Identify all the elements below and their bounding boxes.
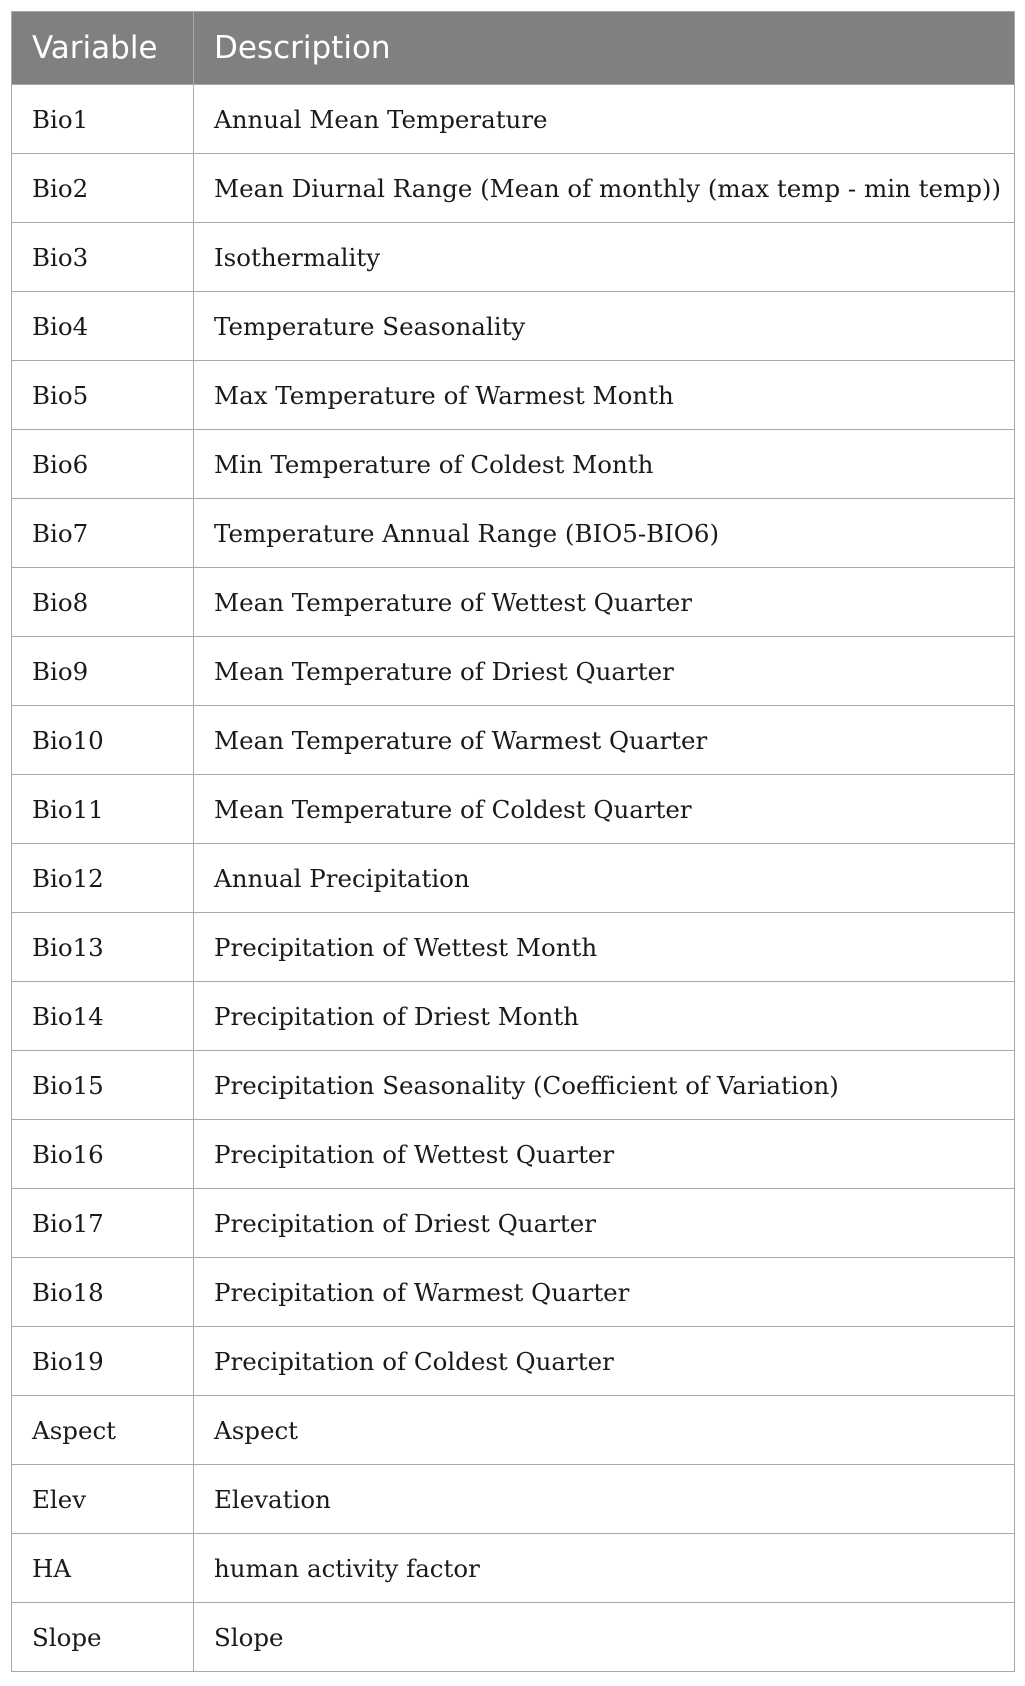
- cell-description: Min Temperature of Coldest Month: [194, 430, 1015, 499]
- cell-variable: Bio15: [12, 1051, 194, 1120]
- cell-description: Precipitation of Driest Quarter: [194, 1189, 1015, 1258]
- cell-description: Mean Temperature of Wettest Quarter: [194, 568, 1015, 637]
- cell-description: Precipitation of Warmest Quarter: [194, 1258, 1015, 1327]
- cell-description: Annual Precipitation: [194, 844, 1015, 913]
- cell-variable: Bio1: [12, 85, 194, 154]
- header-variable: Variable: [12, 12, 194, 85]
- cell-description: Temperature Seasonality: [194, 292, 1015, 361]
- table-row: [12, 844, 1015, 913]
- cell-description: Precipitation of Wettest Month: [194, 913, 1015, 982]
- cell-description: Precipitation of Wettest Quarter: [194, 1120, 1015, 1189]
- cell-description: Max Temperature of Warmest Month: [194, 361, 1015, 430]
- cell-variable: Bio16: [12, 1120, 194, 1189]
- cell-variable: Bio8: [12, 568, 194, 637]
- table-header: [12, 12, 1015, 85]
- cell-description: Precipitation of Driest Month: [194, 982, 1015, 1051]
- table-row: [12, 1258, 1015, 1327]
- cell-variable: Aspect: [12, 1396, 194, 1465]
- table-row: [12, 1534, 1015, 1603]
- table-row: [12, 982, 1015, 1051]
- header-row: [12, 12, 1015, 85]
- table-row: [12, 706, 1015, 775]
- table-row: [12, 637, 1015, 706]
- cell-variable: Bio12: [12, 844, 194, 913]
- cell-variable: Bio7: [12, 499, 194, 568]
- table-row: [12, 1120, 1015, 1189]
- table-body: [12, 85, 1015, 1672]
- cell-description: Elevation: [194, 1465, 1015, 1534]
- cell-variable: Bio2: [12, 154, 194, 223]
- variables-table-container: [11, 11, 1014, 1672]
- cell-description: Temperature Annual Range (BIO5-BIO6): [194, 499, 1015, 568]
- cell-variable: Bio11: [12, 775, 194, 844]
- cell-description: Mean Temperature of Warmest Quarter: [194, 706, 1015, 775]
- cell-description: Isothermality: [194, 223, 1015, 292]
- table-row: [12, 1603, 1015, 1672]
- cell-variable: HA: [12, 1534, 194, 1603]
- cell-description: Mean Temperature of Driest Quarter: [194, 637, 1015, 706]
- cell-variable: Bio19: [12, 1327, 194, 1396]
- header-description: Description: [194, 12, 1015, 85]
- table-row: [12, 1396, 1015, 1465]
- cell-variable: Bio14: [12, 982, 194, 1051]
- table-row: [12, 223, 1015, 292]
- table-row: [12, 499, 1015, 568]
- cell-variable: Bio9: [12, 637, 194, 706]
- cell-description: Precipitation Seasonality (Coefficient of Variation): [194, 1051, 1015, 1120]
- cell-variable: Bio17: [12, 1189, 194, 1258]
- cell-variable: Bio10: [12, 706, 194, 775]
- cell-description: Annual Mean Temperature: [194, 85, 1015, 154]
- cell-variable: Elev: [12, 1465, 194, 1534]
- table-row: [12, 913, 1015, 982]
- table-row: [12, 1327, 1015, 1396]
- cell-variable: Bio18: [12, 1258, 194, 1327]
- cell-description: Mean Diurnal Range (Mean of monthly (max temp - min temp)): [194, 154, 1015, 223]
- table-row: [12, 775, 1015, 844]
- table-row: [12, 292, 1015, 361]
- cell-description: Slope: [194, 1603, 1015, 1672]
- table-row: [12, 1051, 1015, 1120]
- cell-description: human activity factor: [194, 1534, 1015, 1603]
- table-row: [12, 568, 1015, 637]
- variables-table: [11, 11, 1015, 1672]
- cell-variable: Bio13: [12, 913, 194, 982]
- table-row: [12, 1189, 1015, 1258]
- cell-variable: Bio6: [12, 430, 194, 499]
- table-row: [12, 154, 1015, 223]
- table-row: [12, 430, 1015, 499]
- table-row: [12, 1465, 1015, 1534]
- table-row: [12, 361, 1015, 430]
- cell-variable: Bio3: [12, 223, 194, 292]
- cell-description: Aspect: [194, 1396, 1015, 1465]
- cell-variable: Bio4: [12, 292, 194, 361]
- cell-variable: Slope: [12, 1603, 194, 1672]
- cell-description: Precipitation of Coldest Quarter: [194, 1327, 1015, 1396]
- cell-description: Mean Temperature of Coldest Quarter: [194, 775, 1015, 844]
- cell-variable: Bio5: [12, 361, 194, 430]
- table-row: [12, 85, 1015, 154]
